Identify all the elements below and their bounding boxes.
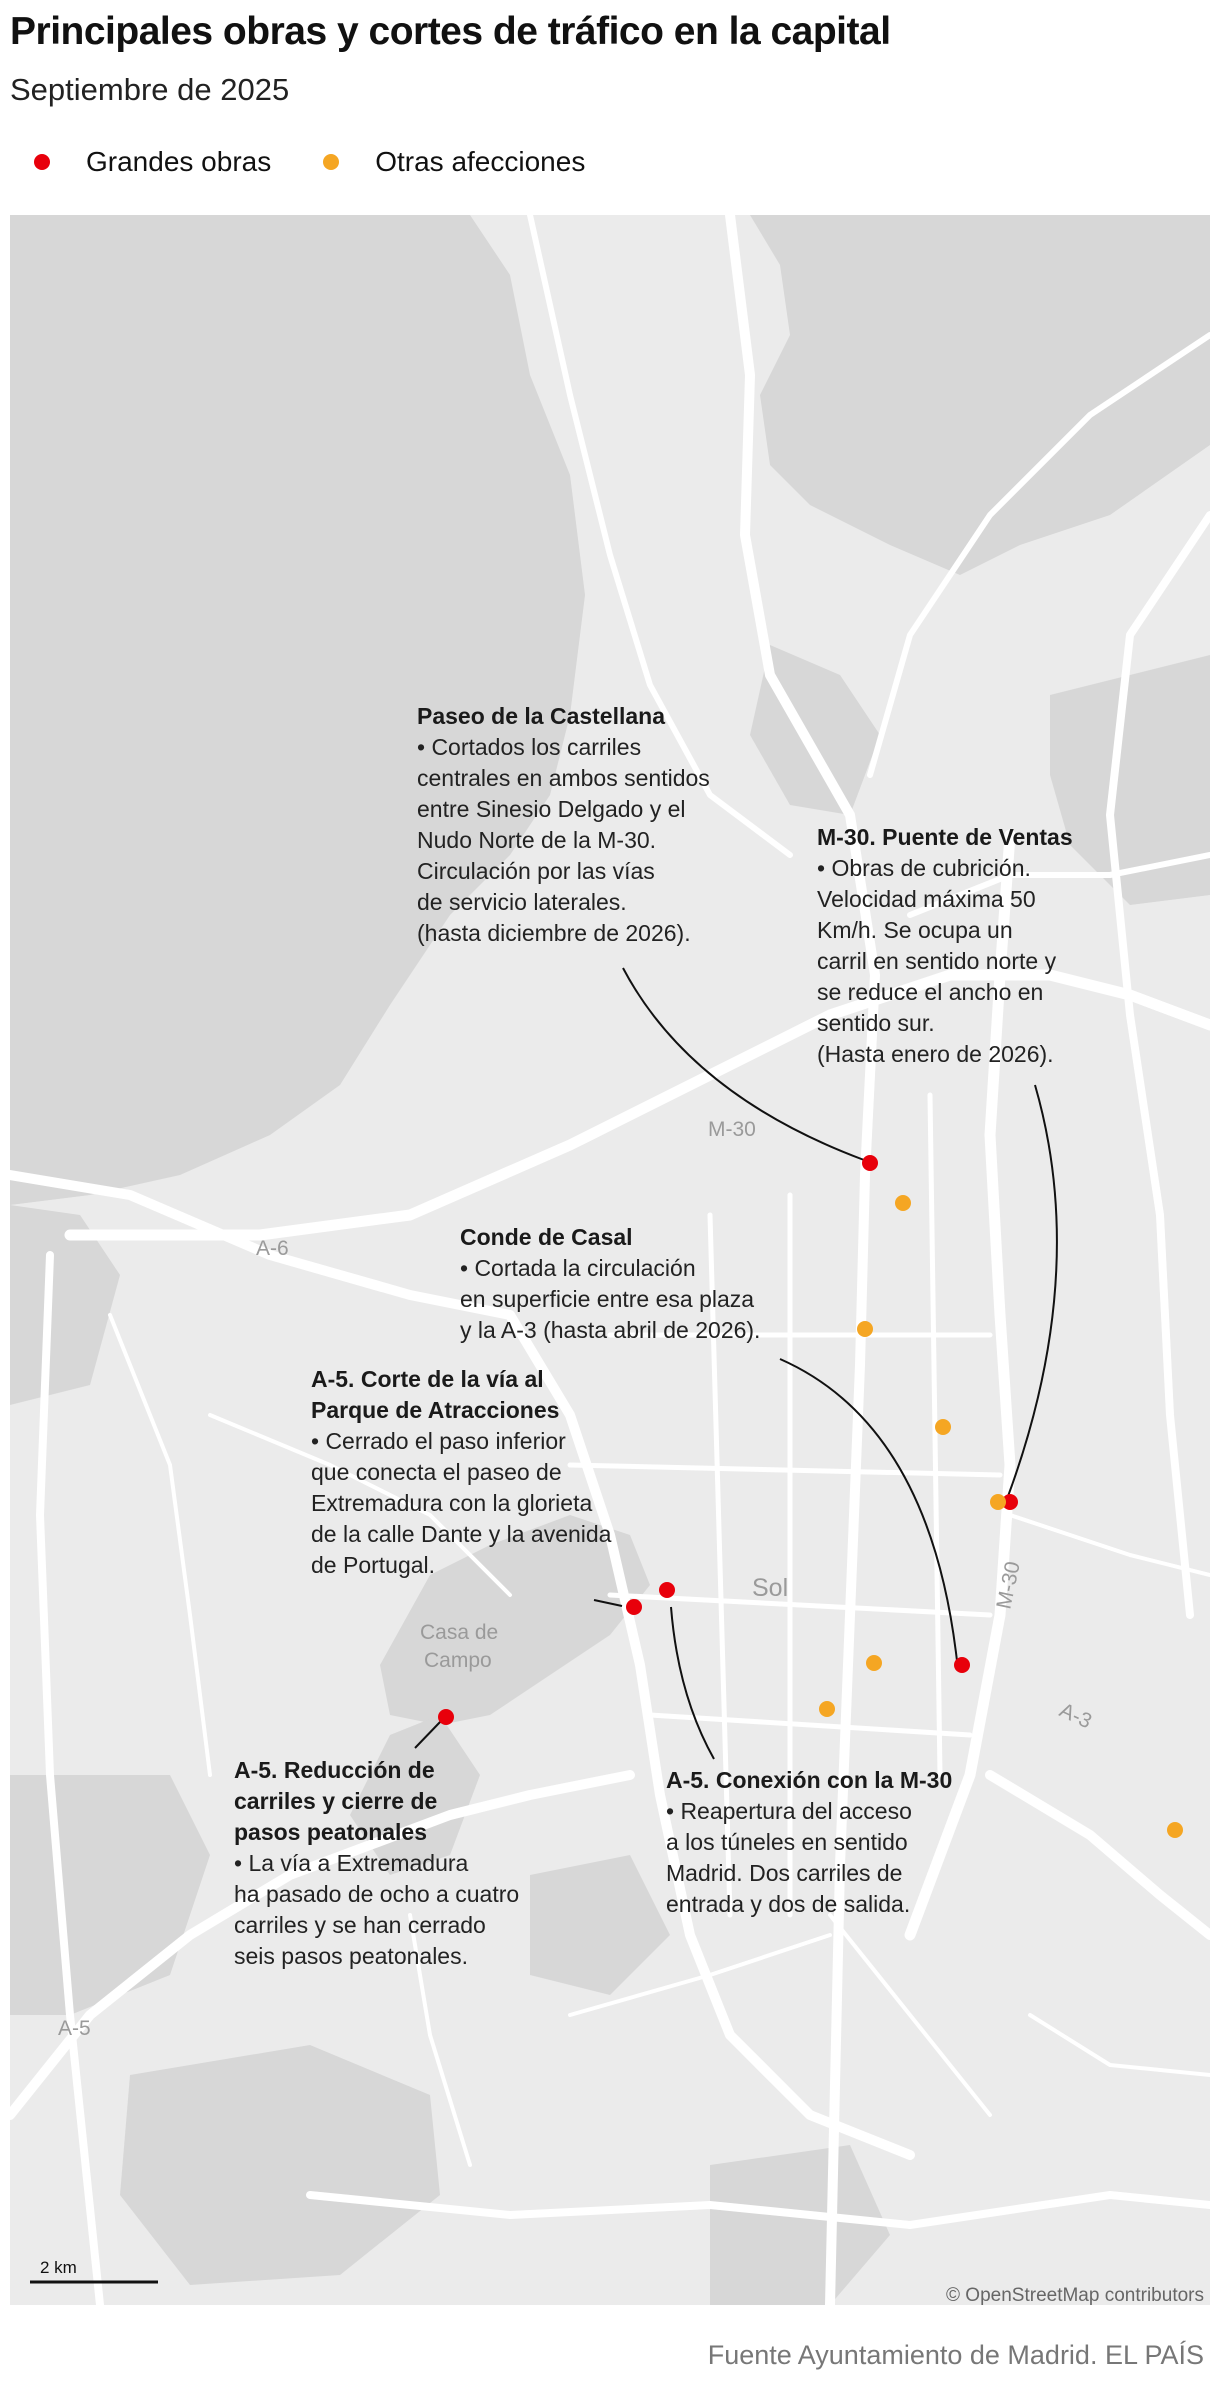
source-credit: Fuente Ayuntamiento de Madrid. EL PAÍS (707, 2340, 1204, 2370)
callout-body: • Reapertura del acceso a los túneles en sentido Madrid. Dos carriles de entrada y dos de salida. (666, 1798, 912, 1917)
marker-otra-afeccion[interactable] (819, 1701, 835, 1717)
marker-a5-conexion[interactable] (659, 1582, 675, 1598)
callout-body: • Cerrado el paso inferior que conecta el paseo de Extremadura con la glorieta de la calle Dante y la avenida de Portugal. (311, 1428, 612, 1578)
marker-otra-afeccion[interactable] (866, 1655, 882, 1671)
chart-subtitle: Septiembre de 2025 (10, 72, 290, 107)
callout-a5-conexion (666, 1765, 952, 1920)
legend-label: Otras afecciones (375, 146, 586, 177)
callout-a5-corte (311, 1364, 611, 1581)
callout-title: M-30. Puente de Ventas (817, 824, 1073, 850)
marker-casal[interactable] (954, 1657, 970, 1673)
callout-title: A-5. Reducción de carriles y cierre de pasos peatonales (234, 1757, 438, 1845)
callout-a5-reduccion (234, 1755, 519, 1972)
marker-otra-afeccion[interactable] (1167, 1822, 1183, 1838)
casa-de-campo-label-2: Campo (424, 1649, 492, 1672)
m30-east-label: M-30 (992, 1559, 1025, 1612)
a6-label: A-6 (256, 1237, 289, 1260)
marker-a5-corte[interactable] (626, 1599, 642, 1615)
callout-title: Paseo de la Castellana (417, 703, 666, 729)
callout-title: A-5. Corte de la vía al Parque de Atracciones (311, 1366, 560, 1423)
legend (34, 146, 637, 178)
chart-title: Principales obras y cortes de tráfico en la capital (10, 10, 891, 53)
callout-body: • Cortados los carriles centrales en ambos sentidos entre Sinesio Delgado y el Nudo Norte de la M-30. Circulación por las vías de servicio laterales. (hasta diciembre de 2026). (417, 734, 710, 946)
a3-label: A-3 (1055, 1698, 1096, 1734)
a5-label: A-5 (58, 2017, 91, 2040)
marker-castellana[interactable] (862, 1155, 878, 1171)
orange-dot-icon (323, 154, 339, 170)
marker-otra-afeccion[interactable] (895, 1195, 911, 1211)
sol-label: Sol (752, 1574, 789, 1602)
callout-title: A-5. Conexión con la M-30 (666, 1767, 953, 1793)
callout-casal (460, 1222, 760, 1346)
callout-body: • Obras de cubrición. Velocidad máxima 50 Km/h. Se ocupa un carril en sentido norte y se reduce el ancho en sentido sur. (Hasta enero de 2026). (817, 855, 1057, 1067)
attribution: © OpenStreetMap contributors (946, 2285, 1204, 2305)
legend-item-grandes-obras (34, 146, 271, 178)
callout-title: Conde de Casal (460, 1224, 633, 1250)
legend-item-otras-afecciones (323, 146, 585, 178)
marker-otra-afeccion[interactable] (935, 1419, 951, 1435)
legend-label: Grandes obras (86, 146, 272, 177)
marker-otra-afeccion[interactable] (990, 1494, 1006, 1510)
m30-north-label: M-30 (708, 1118, 756, 1141)
callout-castellana (417, 701, 710, 949)
casa-de-campo-label-1: Casa de (420, 1621, 499, 1644)
red-dot-icon (34, 154, 50, 170)
callout-body: • La vía a Extremadura ha pasado de ocho a cuatro carriles y se han cerrado seis pasos peatonales. (234, 1850, 520, 1969)
callout-body: • Cortada la circulación en superficie entre esa plaza y la A-3 (hasta abril de 2026). (460, 1255, 761, 1343)
callout-ventas (817, 822, 1073, 1070)
scale-label: 2 km (40, 2258, 77, 2277)
marker-a5-reduccion[interactable] (438, 1709, 454, 1725)
marker-otra-afeccion[interactable] (857, 1321, 873, 1337)
